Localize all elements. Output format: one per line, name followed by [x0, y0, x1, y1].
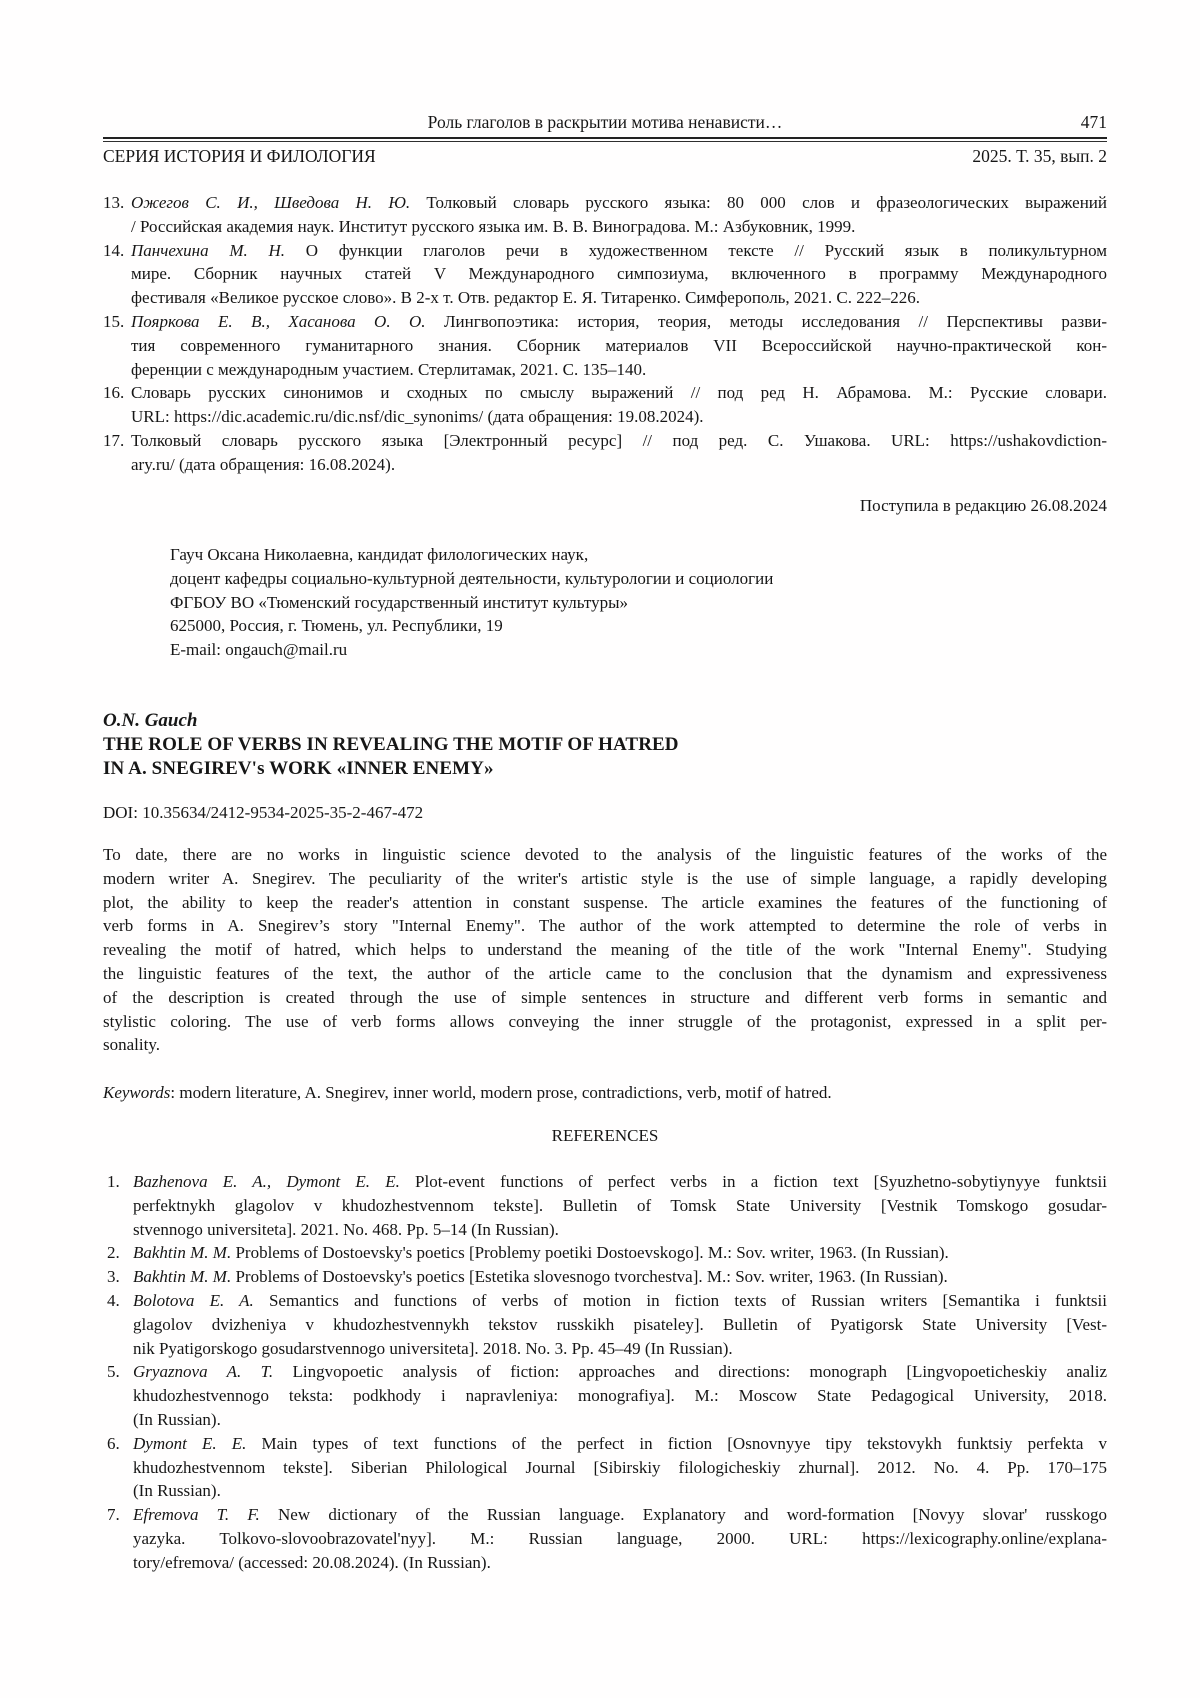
- text-line: Словарь русских синонимов и сходных по смыслу выражений // под ред Н. Абрамова. М.: Русские словари.: [131, 383, 1107, 403]
- text-line: Bolotova E. A. Semantics and functions of verbs of motion in fiction texts of Russian writers [Semantika i funktsii: [133, 1290, 1107, 1310]
- keywords-text: : modern literature, A. Snegirev, inner world, modern prose, contradictions, verb, motif of hatred.: [170, 1083, 832, 1102]
- text-line: stvennogo universiteta]. 2021. No. 468. Pp. 5–14 (In Russian).: [133, 1219, 559, 1239]
- reference-number: 14.: [103, 240, 125, 260]
- text-line: Пояркова Е. В., Хасанова О. О. Лингвопоэтика: история, теория, методы исследования // Перспективы разви-: [131, 311, 1107, 331]
- text-line: To date, there are no works in linguistic science devoted to the analysis of the linguistic features of the works of the: [103, 845, 1107, 864]
- page-number: 471: [1080, 112, 1107, 132]
- text-line: Bakhtin M. M. Problems of Dostoevsky's poetics [Problemy poetiki Dostoevskogo]. M.: Sov. writer, 1963. (In Russian).: [133, 1243, 949, 1263]
- text-line: revealing the motif of hatred, which helps to understand the meaning of the title of the work "Internal Enemy". Studying: [103, 940, 1107, 960]
- reference-item: [103, 1503, 1107, 1574]
- english-article-title: [103, 733, 1107, 781]
- reference-item: [103, 1265, 1107, 1289]
- text-line: khudozhestvennogo teksta: podkhody i napravleniya: monografiya]. M.: Moscow State Pedagogical University, 2018.: [133, 1386, 1107, 1406]
- reference-number: 4.: [107, 1290, 120, 1310]
- text-line: Efremova T. F. New dictionary of the Russian language. Explanatory and word-formation [Novyy slovar' russkogo: [133, 1505, 1107, 1525]
- text-line: khudozhestvennom tekste]. Siberian Philological Journal [Sibirskiy filologicheskiy zhurnal]. 2012. No. 4. Pp. 170–175: [133, 1457, 1107, 1477]
- abstract-text: [103, 843, 1107, 1057]
- text-line: yazyka. Tolkovo-slovoobrazovatel'nyy]. M.: Russian language, 2000. URL: https://lexicography.online/explana-: [133, 1528, 1107, 1548]
- reference-item: [103, 429, 1107, 477]
- reference-number: 1.: [107, 1172, 120, 1191]
- reference-author: Ожегов С. И., Шведова Н. Ю.: [131, 193, 411, 212]
- reference-item: [103, 239, 1107, 310]
- reference-author: Bakhtin M. M.: [133, 1267, 232, 1287]
- text-line: ary.ru/ (дата обращения: 16.08.2024).: [131, 454, 396, 474]
- text-line: / Российская академия наук. Институт русского языка им. В. В. Виноградова. М.: Азбуковник, 1999.: [131, 216, 856, 236]
- text-line: verb forms in A. Snegirev’s story "Internal Enemy". The author of the work attempted to determine the role of verbs in: [103, 916, 1107, 936]
- text-line: Bazhenova E. A., Dymont E. E. Plot-event functions of perfect verbs in a fiction text [Syuzhetno-sobytiynyye funktsii: [133, 1172, 1107, 1191]
- text-line: Bakhtin M. M. Problems of Dostoevsky's poetics [Estetika slovesnogo tvorchestva]. M.: Sov. writer, 1963. (In Russian).: [133, 1267, 948, 1287]
- keywords-line: [103, 1081, 1107, 1105]
- keywords-label: Keywords: [103, 1083, 171, 1102]
- text-line: ференции с международным участием. Стерлитамак, 2021. С. 135–140.: [131, 359, 647, 379]
- reference-item: [103, 1170, 1107, 1241]
- text-line: Панчехина М. Н. О функции глаголов речи в художественном тексте // Русский язык в поликультурном: [131, 240, 1108, 260]
- running-title: Роль глаголов в раскрытии мотива ненависти…: [427, 112, 783, 132]
- references-russian-list: [103, 191, 1107, 477]
- text-line: Dymont E. E. Main types of text functions of the perfect in fiction [Osnovnyye tipy tekstovykh funktsiy perfekta v: [133, 1433, 1107, 1453]
- text-line: tory/efremova/ (accessed: 20.08.2024). (In Russian).: [133, 1552, 491, 1572]
- text-line: Гауч Оксана Николаевна, кандидат филологических наук,: [170, 545, 589, 564]
- reference-item: [103, 1432, 1107, 1503]
- reference-author: Панчехина М. Н.: [131, 240, 285, 260]
- reference-number: 15.: [103, 311, 125, 331]
- author-info-block: [103, 543, 1174, 662]
- text-line: sonality.: [103, 1035, 160, 1055]
- text-line: ФГБОУ ВО «Тюменский государственный институт культуры»: [170, 592, 629, 612]
- text-line: Gryaznova A. T. Lingvopoetic analysis of fiction: approaches and directions: monograph [Lingvopoeticheskiy analiz: [133, 1362, 1108, 1382]
- references-heading: REFERENCES: [551, 1126, 659, 1145]
- reference-author: Bolotova E. A.: [133, 1290, 254, 1310]
- doi-line: DOI: 10.35634/2412-9534-2025-35-2-467-472: [103, 803, 424, 822]
- text-line: тия современного гуманитарного знания. Сборник материалов VII Всероссийской научно-практической кон-: [131, 335, 1107, 355]
- text-line: URL: https://dic.academic.ru/dic.nsf/dic_synonims/ (дата обращения: 19.08.2024).: [131, 407, 704, 427]
- issue-info: 2025. Т. 35, вып. 2: [972, 146, 1107, 166]
- reference-author: Bakhtin M. M.: [133, 1243, 232, 1263]
- references-english-list: [103, 1170, 1107, 1575]
- reference-number: 2.: [107, 1243, 120, 1263]
- running-head-row: [103, 110, 1107, 134]
- reference-item: [103, 1241, 1107, 1265]
- reference-number: 13.: [103, 193, 125, 212]
- text-line: modern writer A. Snegirev. The peculiarity of the writer's artistic style is the use of simple language, a rapidly developing: [103, 868, 1107, 888]
- english-author-name: O.N. Gauch: [103, 710, 198, 731]
- text-line: 625000, Россия, г. Тюмень, ул. Республики, 19: [170, 616, 503, 636]
- text-line: (In Russian).: [133, 1481, 221, 1501]
- text-line: Ожегов С. И., Шведова Н. Ю. Толковый словарь русского языка: 80 000 слов и фразеологических выражений: [131, 193, 1107, 212]
- text-line: (In Russian).: [133, 1409, 221, 1429]
- reference-number: 16.: [103, 383, 125, 403]
- reference-item: [103, 1360, 1107, 1431]
- text-line: glagolov dvizheniya v khudozhestvennykh tekstov russkikh pisateley]. Bulletin of Pyatigorsk State University [Vest-: [133, 1314, 1107, 1334]
- text-line: perfektnykh glagolov v khudozhestvennom tekste]. Bulletin of Tomsk State University [Vestnik Tomskogo gosudar-: [133, 1195, 1107, 1215]
- text-line: E-mail: ongauch@mail.ru: [170, 640, 348, 660]
- reference-number: 5.: [107, 1362, 120, 1382]
- text-line: nik Pyatigorskogo gosudarstvennogo universiteta]. 2018. No. 3. Pp. 45–49 (In Russian).: [133, 1338, 733, 1358]
- page-header: [103, 110, 1107, 168]
- reference-number: 3.: [107, 1267, 120, 1287]
- reference-item: [103, 1289, 1107, 1360]
- text-line: Толковый словарь русского языка [Электронный ресурс] // под ред. С. Ушакова. URL: https://ushakovdiction-: [131, 430, 1107, 450]
- header-rule: [103, 137, 1107, 142]
- text-line: фестиваля «Великое русское слово». В 2-х т. Отв. редактор Е. Я. Титаренко. Симферополь, 2021. С. 222–226.: [131, 288, 921, 308]
- text-line: stylistic coloring. The use of verb forms allows conveying the inner struggle of the protagonist, expressed in a split per-: [103, 1011, 1107, 1031]
- reference-number: 7.: [107, 1505, 120, 1525]
- reference-number: 17.: [103, 430, 125, 450]
- reference-item: [103, 381, 1107, 429]
- reference-author: Dymont E. E.: [133, 1433, 247, 1453]
- series-title: СЕРИЯ ИСТОРИЯ И ФИЛОЛОГИЯ: [103, 146, 376, 166]
- text-line: the linguistic features of the text, the author of the article came to the conclusion that the dynamism and expressiveness: [103, 963, 1107, 983]
- reference-author: Gryaznova A. T.: [133, 1362, 274, 1382]
- received-date-note: Поступила в редакцию 26.08.2024: [859, 496, 1107, 515]
- reference-author: Пояркова Е. В., Хасанова О. О.: [131, 311, 426, 331]
- text-line: мире. Сборник научных статей V Международного симпозиума, включенного в программу Международного: [131, 264, 1107, 284]
- text-line: THE ROLE OF VERBS IN REVEALING THE MOTIF OF HATRED: [103, 734, 679, 755]
- reference-number: 6.: [107, 1433, 120, 1453]
- reference-item: [103, 310, 1107, 381]
- reference-author: Bazhenova E. A., Dymont E. E.: [133, 1172, 400, 1191]
- reference-author: Efremova T. F.: [133, 1505, 260, 1525]
- text-line: of the description is created through the use of simple sentences in structure and different verb forms in semantic and: [103, 987, 1107, 1007]
- series-row: [103, 144, 1107, 168]
- text-line: plot, the ability to keep the reader's attention in constant suspense. The article examines the features of the functioning of: [103, 892, 1107, 912]
- text-line: IN A. SNEGIREV's WORK «INNER ENEMY»: [103, 758, 494, 779]
- text-line: доцент кафедры социально-культурной деятельности, культурологии и социологии: [170, 568, 774, 588]
- reference-item: [103, 191, 1107, 239]
